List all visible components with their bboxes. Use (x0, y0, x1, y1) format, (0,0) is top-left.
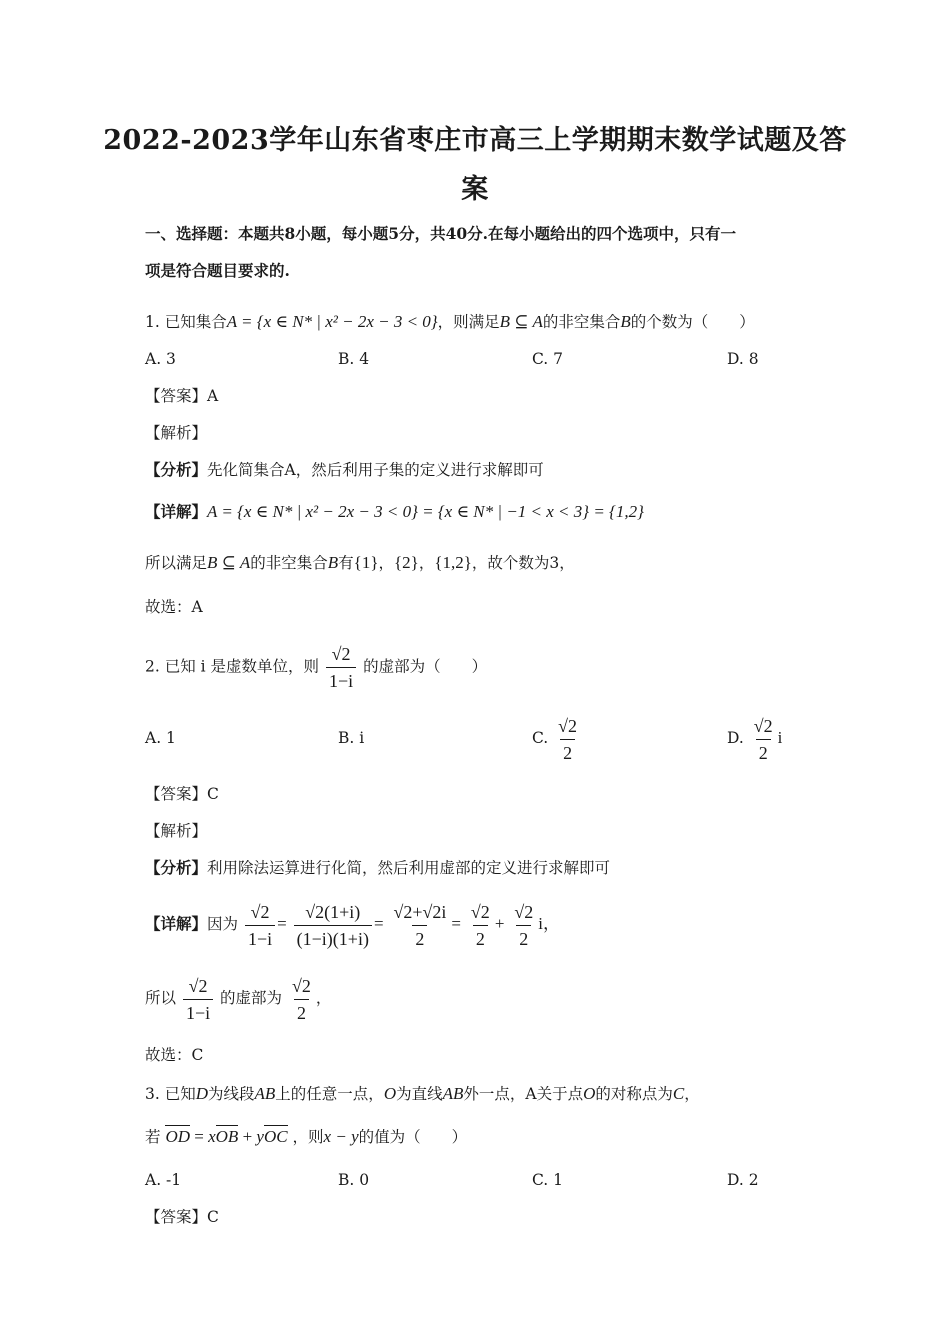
doc-title-line2: 案 (461, 174, 489, 205)
q1-choose: 故选：A (145, 598, 203, 616)
q3-stem-line1: 3. 已知D为线段AB上的任意一点，O为直线AB外一点，A关于点O的对称点为C， (145, 1084, 700, 1103)
section-heading-line2: 项是符合题目要求的. (145, 261, 290, 280)
q1-option-b: B. 4 (338, 350, 370, 368)
q2-detail: 【详解】因为 $\frac{√2}{1-i}$ = $\frac{√2(1+i)}{(1-i)(1+i)}$ = $\frac{√2+√2i}{2}$ = $\frac{√2}{2}$ + $\frac{√2}{2}$ i， (145, 901, 560, 949)
q1-answer: 【答案】A (145, 387, 219, 405)
q2-option-a: A. 1 (145, 729, 176, 747)
q2-stem: 2. 已知 i 是虚数单位，则 $\frac{√2}{1-i}$ 的虚部为（ ） (145, 644, 488, 691)
q1-detail: 【详解】A = {x ∈ N* | x² − 2x − 3 < 0} = {x ∈ N* | −1 < x < 3} = {1,2} (145, 502, 644, 521)
q3-option-d: D. 2 (727, 1171, 759, 1189)
q1-option-c: C. 7 (532, 350, 564, 368)
q2-conclusion: 所以 $\frac{√2}{1-i}$ 的虚部为 $\frac{√2}{2}$ ， (145, 975, 332, 1023)
q3-option-b: B. 0 (338, 1171, 370, 1189)
q1-stem: 1. 已知集合A = {x ∈ N* | x² − 2x − 3 < 0}，则满足B ⊆ A的非空集合B的个数为（ ） (145, 312, 755, 331)
q2-option-d: D. $\frac{√2}{2}$ i (727, 715, 783, 763)
q1-set-a: A = {x ∈ N* | x² − 2x − 3 < 0} (226, 312, 438, 331)
q2-choose: 故选：C (145, 1046, 204, 1064)
q1-option-a: A. 3 (145, 350, 176, 368)
q3-stem-line2: 若 OD = xOB + yOC ，则x − y的值为（ ） (145, 1127, 468, 1146)
q2-option-b: B. i (338, 729, 365, 747)
q1-fenxi: 【分析】先化简集合A，然后利用子集的定义进行求解即可 (145, 460, 544, 479)
q2-option-c: C. $\frac{√2}{2}$ (532, 715, 578, 763)
q1-subset: B ⊆ A (499, 312, 543, 331)
q3-option-c: C. 1 (532, 1171, 564, 1189)
q1-analysis-label: 【解析】 (145, 424, 208, 442)
q3-answer: 【答案】C (145, 1208, 219, 1226)
doc-title-line1: 2022-2023学年山东省枣庄市高三上学期期末数学试题及答 (103, 125, 847, 156)
q2-analysis-label: 【解析】 (145, 822, 208, 840)
q2-answer: 【答案】C (145, 785, 219, 803)
q2-fenxi: 【分析】利用除法运算进行化简，然后利用虚部的定义进行求解即可 (145, 858, 611, 877)
section-heading-line1: 一、选择题：本题共8小题，每小题5分，共40分.在每小题给出的四个选项中，只有一 (145, 224, 737, 243)
q1-option-d: D. 8 (727, 350, 759, 368)
q2-fraction: $\frac{√2}{1-i}$ (326, 643, 356, 692)
q3-vector-equation: OD = xOB + yOC (165, 1127, 288, 1146)
q1-conclusion: 所以满足B ⊆ A的非空集合B有{1}，{2}，{1,2}，故个数为3， (145, 553, 575, 572)
q3-option-a: A. -1 (145, 1171, 182, 1189)
